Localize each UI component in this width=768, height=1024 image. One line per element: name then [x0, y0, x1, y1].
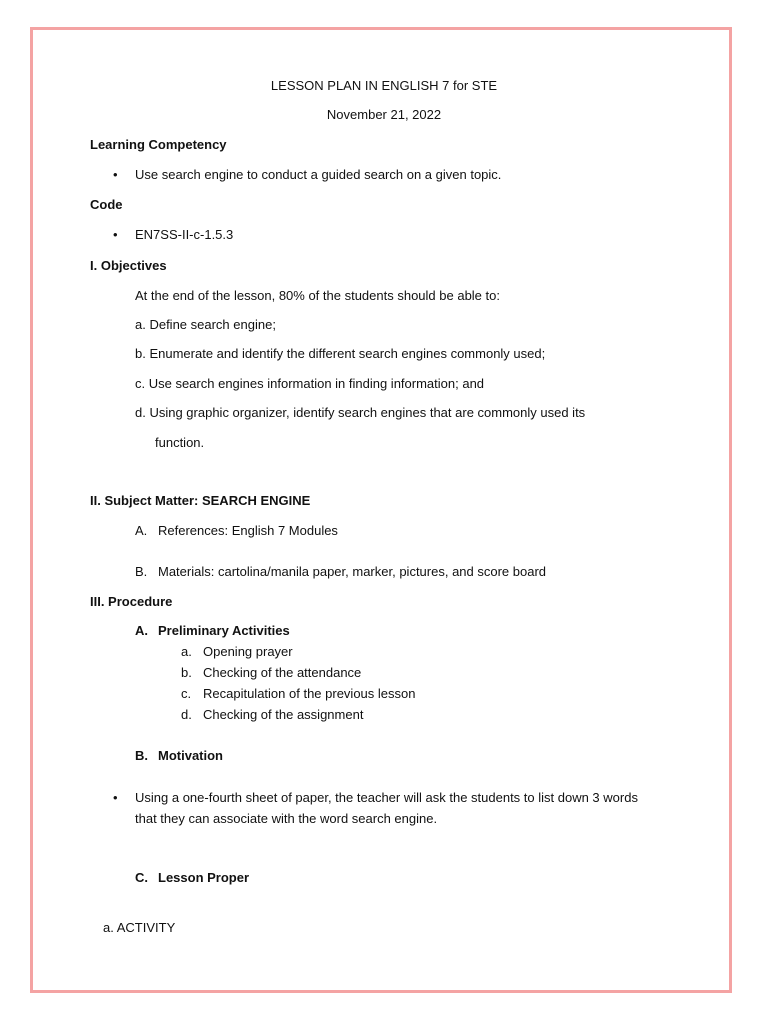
objective-item: c. Use search engines information in finding information; and	[135, 376, 485, 391]
objective-item-continuation: function.	[155, 435, 205, 450]
preliminary-heading: Preliminary Activities	[158, 623, 290, 638]
preliminary-item: Recapitulation of the previous lesson	[203, 686, 416, 701]
code-item: EN7SS-II-c-1.5.3	[135, 227, 234, 242]
preliminary-item-label: b.	[181, 665, 192, 680]
preliminary-item-label: d.	[181, 707, 192, 722]
document-title: LESSON PLAN IN ENGLISH 7 for STE	[270, 78, 498, 93]
objectives-heading: I. Objectives	[90, 258, 167, 273]
motivation-heading: Motivation	[158, 748, 223, 763]
lesson-proper-heading: Lesson Proper	[158, 870, 250, 885]
preliminary-item: Opening prayer	[203, 644, 293, 659]
code-heading: Code	[90, 197, 123, 212]
preliminary-item: Checking of the attendance	[203, 665, 362, 680]
bullet-icon: •	[113, 167, 118, 182]
motivation-label: B.	[135, 748, 148, 763]
preliminary-item-label: a.	[181, 644, 192, 659]
motivation-text-line1: Using a one-fourth sheet of paper, the teacher will ask the students to list down 3 words	[135, 790, 638, 805]
objectives-intro: At the end of the lesson, 80% of the students should be able to:	[135, 288, 500, 303]
subject-matter-item: References: English 7 Modules	[158, 523, 338, 538]
objective-item: d. Using graphic organizer, identify search engines that are commonly used its	[135, 405, 586, 420]
activity-heading: a. ACTIVITY	[103, 920, 176, 935]
procedure-heading: III. Procedure	[90, 594, 173, 609]
objective-item: a. Define search engine;	[135, 317, 276, 332]
preliminary-item-label: c.	[181, 686, 192, 701]
bullet-icon: •	[113, 790, 118, 805]
bullet-icon: •	[113, 227, 118, 242]
motivation-text-line2: that they can associate with the word search engine.	[135, 811, 438, 826]
lesson-proper-label: C.	[135, 870, 148, 885]
objective-item: b. Enumerate and identify the different search engines commonly used;	[135, 346, 546, 361]
learning-competency-item: Use search engine to conduct a guided search on a given topic.	[135, 167, 502, 182]
subject-matter-item: Materials: cartolina/manila paper, marker, pictures, and score board	[158, 564, 547, 579]
subject-matter-item-label: A.	[135, 523, 148, 538]
preliminary-label: A.	[135, 623, 148, 638]
learning-competency-heading: Learning Competency	[90, 137, 227, 152]
subject-matter-heading: II. Subject Matter: SEARCH ENGINE	[90, 493, 311, 508]
preliminary-item: Checking of the assignment	[203, 707, 364, 722]
subject-matter-item-label: B.	[135, 564, 148, 579]
document-date: November 21, 2022	[326, 107, 442, 122]
